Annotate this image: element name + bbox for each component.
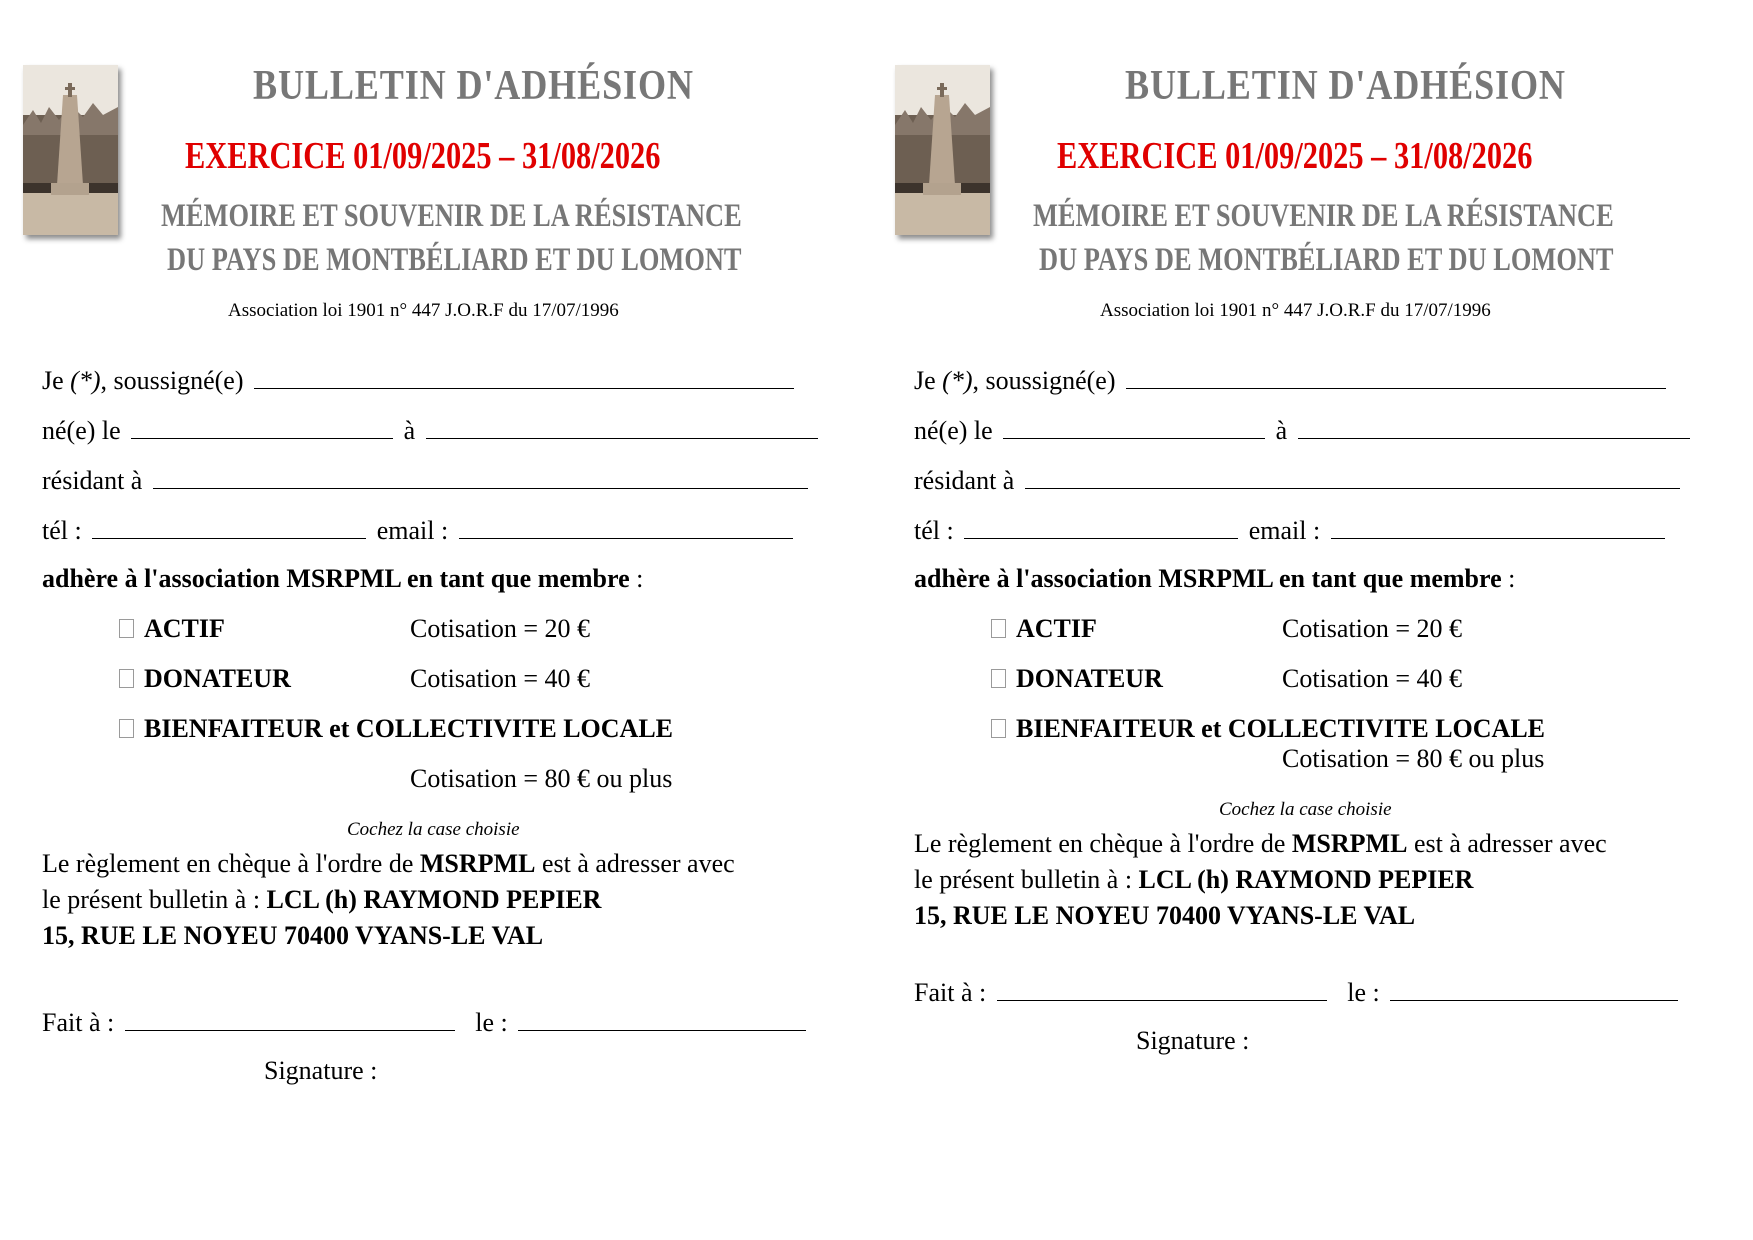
membership-colon: : [629,564,644,593]
birth-date-label: né(e) le [42,416,121,445]
association-name-line1: MÉMOIRE ET SOUVENIR DE LA RÉSISTANCE [161,198,742,234]
option-actif[interactable] [119,616,225,642]
place-date-row [42,1008,810,1036]
place-field[interactable] [997,978,1327,1001]
legal-notice: Association loi 1901 n° 447 J.O.R.F du 17/07/1996 [1100,300,1491,321]
name-label: , soussigné(e) [972,366,1116,395]
option-label: DONATEUR [144,664,291,693]
payment-text: est à adresser avec [1407,829,1607,858]
place-label: Fait à : [914,978,987,1007]
option-label: DONATEUR [1016,664,1163,693]
birth-place-label: à [1275,416,1288,445]
payment-line2 [42,887,601,913]
membership-intro-text: adhère à l'association MSRPML en tant que membre [42,564,630,593]
contact-row [42,516,797,544]
email-label: email : [376,516,449,545]
membership-colon: : [1501,564,1516,593]
option-donateur[interactable] [991,666,1163,692]
date-field[interactable] [518,1008,806,1031]
email-label: email : [1248,516,1321,545]
membership-intro [914,566,1515,592]
birth-date-field[interactable] [1003,416,1265,439]
exercise-period: EXERCICE 01/09/2025 – 31/08/2026 [1057,135,1533,177]
association-name-line1: MÉMOIRE ET SOUVENIR DE LA RÉSISTANCE [1033,198,1614,234]
association-name-line2: DU PAYS DE MONTBÉLIARD ET DU LOMONT [1039,242,1614,278]
birth-row [42,416,822,444]
fee-bienfaiteur: Cotisation = 80 € ou plus [1282,744,1545,773]
name-asterisk: (*) [70,366,101,395]
option-label: ACTIF [144,614,225,643]
recipient-name: LCL (h) RAYMOND PEPIER [266,885,602,914]
exercise-period: EXERCICE 01/09/2025 – 31/08/2026 [185,135,661,177]
option-actif[interactable] [991,616,1097,642]
bulletin-copy-right [880,0,1752,1240]
fee-donateur: Cotisation = 40 € [1282,664,1463,693]
contact-row [914,516,1669,544]
option-label: BIENFAITEUR et COLLECTIVITE LOCALE [144,714,674,743]
signature-label: Signature : [1136,1026,1250,1055]
form-title: BULLETIN D'ADHÉSION [1125,63,1566,109]
date-label: le : [1347,978,1380,1007]
birth-place-field[interactable] [426,416,818,439]
name-label: , soussigné(e) [100,366,244,395]
fee-donateur: Cotisation = 40 € [410,664,591,693]
hint-text: Cochez la case choisie [1219,799,1392,820]
recipient-address: 15, RUE LE NOYEU 70400 VYANS-LE VAL [42,921,544,950]
bulletin-copy-left [0,0,872,1240]
name-field[interactable] [1126,366,1666,389]
recipient-address: 15, RUE LE NOYEU 70400 VYANS-LE VAL [914,901,1416,930]
name-prefix: Je [42,366,71,395]
place-label: Fait à : [42,1008,115,1037]
payment-line1 [914,831,1607,857]
name-row [42,366,798,394]
phone-field[interactable] [92,516,366,539]
option-label: BIENFAITEUR et COLLECTIVITE LOCALE [1016,714,1546,743]
legal-notice: Association loi 1901 n° 447 J.O.R.F du 17/07/1996 [228,300,619,321]
payment-line1 [42,851,735,877]
birth-date-field[interactable] [131,416,393,439]
payment-text: Le règlement en chèque à l'ordre de [42,849,420,878]
signature-label: Signature : [264,1056,378,1085]
membership-intro [42,566,643,592]
date-label: le : [475,1008,508,1037]
residence-field[interactable] [153,466,808,489]
option-bienfaiteur[interactable] [991,716,1545,742]
payment-text: Le règlement en chèque à l'ordre de [914,829,1292,858]
name-asterisk: (*) [942,366,973,395]
residence-label: résidant à [42,466,143,495]
phone-label: tél : [42,516,82,545]
payment-text: le présent bulletin à : [914,865,1139,894]
association-name-line2: DU PAYS DE MONTBÉLIARD ET DU LOMONT [167,242,742,278]
monument-photo-icon [23,65,118,235]
birth-place-field[interactable] [1298,416,1690,439]
option-label: ACTIF [1016,614,1097,643]
place-field[interactable] [125,1008,455,1031]
payee-name: MSRPML [1291,829,1408,858]
checkbox-donateur[interactable] [991,669,1006,688]
checkbox-donateur[interactable] [119,669,134,688]
residence-label: résidant à [914,466,1015,495]
phone-label: tél : [914,516,954,545]
checkbox-actif[interactable] [119,619,134,638]
hint-text: Cochez la case choisie [347,819,520,840]
phone-field[interactable] [964,516,1238,539]
payment-text: est à adresser avec [535,849,735,878]
monument-photo-icon [895,65,990,235]
date-field[interactable] [1390,978,1678,1001]
checkbox-actif[interactable] [991,619,1006,638]
email-field[interactable] [459,516,793,539]
payee-name: MSRPML [419,849,536,878]
checkbox-bienfaiteur[interactable] [119,719,134,738]
residence-row [914,466,1684,494]
recipient-name: LCL (h) RAYMOND PEPIER [1138,865,1474,894]
fee-actif: Cotisation = 20 € [410,614,591,643]
membership-intro-text: adhère à l'association MSRPML en tant que membre [914,564,1502,593]
fee-bienfaiteur: Cotisation = 80 € ou plus [410,764,673,793]
residence-row [42,466,812,494]
name-field[interactable] [254,366,794,389]
name-prefix: Je [914,366,943,395]
residence-field[interactable] [1025,466,1680,489]
birth-date-label: né(e) le [914,416,993,445]
fee-actif: Cotisation = 20 € [1282,614,1463,643]
place-date-row [914,978,1682,1006]
birth-place-label: à [403,416,416,445]
payment-line2 [914,867,1473,893]
payment-text: le présent bulletin à : [42,885,267,914]
option-donateur[interactable] [119,666,291,692]
checkbox-bienfaiteur[interactable] [991,719,1006,738]
birth-row [914,416,1694,444]
form-title: BULLETIN D'ADHÉSION [253,63,694,109]
email-field[interactable] [1331,516,1665,539]
option-bienfaiteur[interactable] [119,716,673,742]
name-row [914,366,1670,394]
